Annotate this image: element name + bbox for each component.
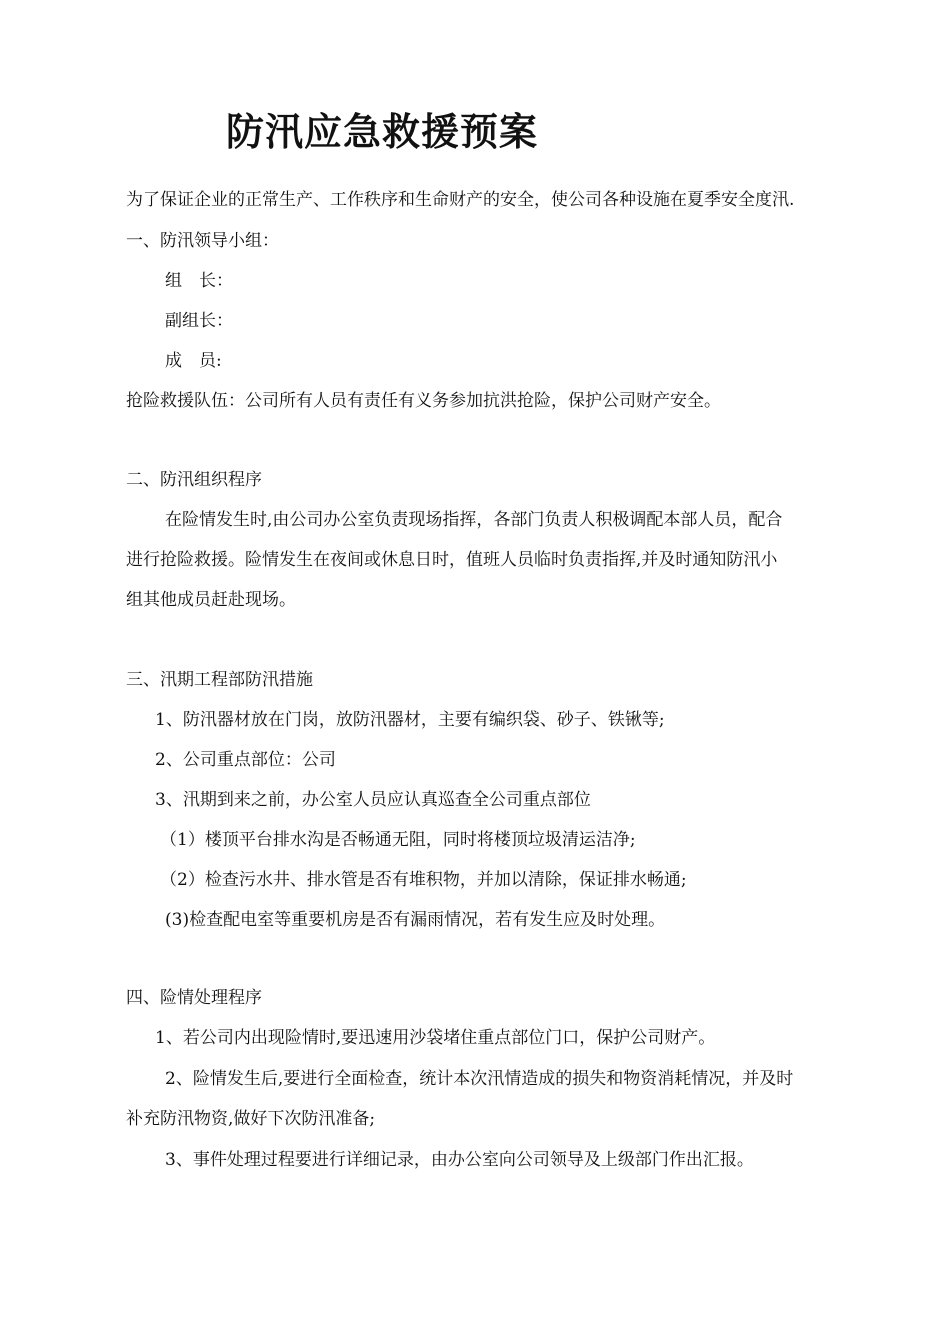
section-4-item-1: 1、若公司内出现险情时,要迅速用沙袋堵住重点部位门口，保护公司财产。 — [155, 1028, 716, 1048]
section-3-subitem-1: （1）楼顶平台排水沟是否畅通无阻，同时将楼顶垃圾清运洁净; — [160, 830, 636, 850]
intro-paragraph: 为了保证企业的正常生产、工作秩序和生命财产的安全，使公司各种设施在夏季安全度汛. — [126, 190, 795, 210]
section-3-subitem-3: (3)检查配电室等重要机房是否有漏雨情况，若有发生应及时处理。 — [165, 910, 666, 930]
section-2-heading: 二、防汛组织程序 — [126, 470, 262, 490]
members-label: 成 员: — [165, 351, 222, 371]
section-3-item-2: 2、公司重点部位：公司 — [155, 750, 336, 770]
section-3-item-3: 3、汛期到来之前，办公室人员应认真巡查全公司重点部位 — [155, 790, 591, 810]
section-3-item-1: 1、防汛器材放在门岗，放防汛器材，主要有编织袋、砂子、铁锹等; — [155, 710, 665, 730]
section-4-item-3: 3、事件处理过程要进行详细记录，由办公室向公司领导及上级部门作出汇报。 — [165, 1150, 754, 1170]
section-2-paragraph-line: 组其他成员赶赴现场。 — [126, 590, 296, 610]
section-2-paragraph-line: 在险情发生时,由公司办公室负责现场指挥，各部门负责人积极调配本部人员，配合 — [165, 510, 783, 530]
leader-label: 组 长： — [165, 271, 233, 291]
section-1-heading: 一、防汛领导小组： — [126, 231, 279, 251]
section-4-item-2-line: 补充防汛物资,做好下次防汛准备; — [126, 1109, 376, 1129]
document-title: 防汛应急救援预案 — [226, 110, 539, 154]
section-3-heading: 三、汛期工程部防汛措施 — [126, 670, 313, 690]
section-4-item-2-line: 2、险情发生后,要进行全面检查，统计本次汛情造成的损失和物资消耗情况，并及时 — [165, 1069, 794, 1089]
section-3-subitem-2: （2）检查污水井、排水管是否有堆积物，并加以清除，保证排水畅通; — [160, 870, 687, 890]
section-2-paragraph-line: 进行抢险救援。险情发生在夜间或休息日时，值班人员临时负责指挥,并及时通知防汛小 — [126, 550, 778, 570]
deputy-leader-label: 副组长： — [165, 311, 233, 331]
section-4-heading: 四、险情处理程序 — [126, 988, 262, 1008]
rescue-team-text: 抢险救援队伍：公司所有人员有责任有义务参加抗洪抢险，保护公司财产安全。 — [126, 391, 721, 411]
